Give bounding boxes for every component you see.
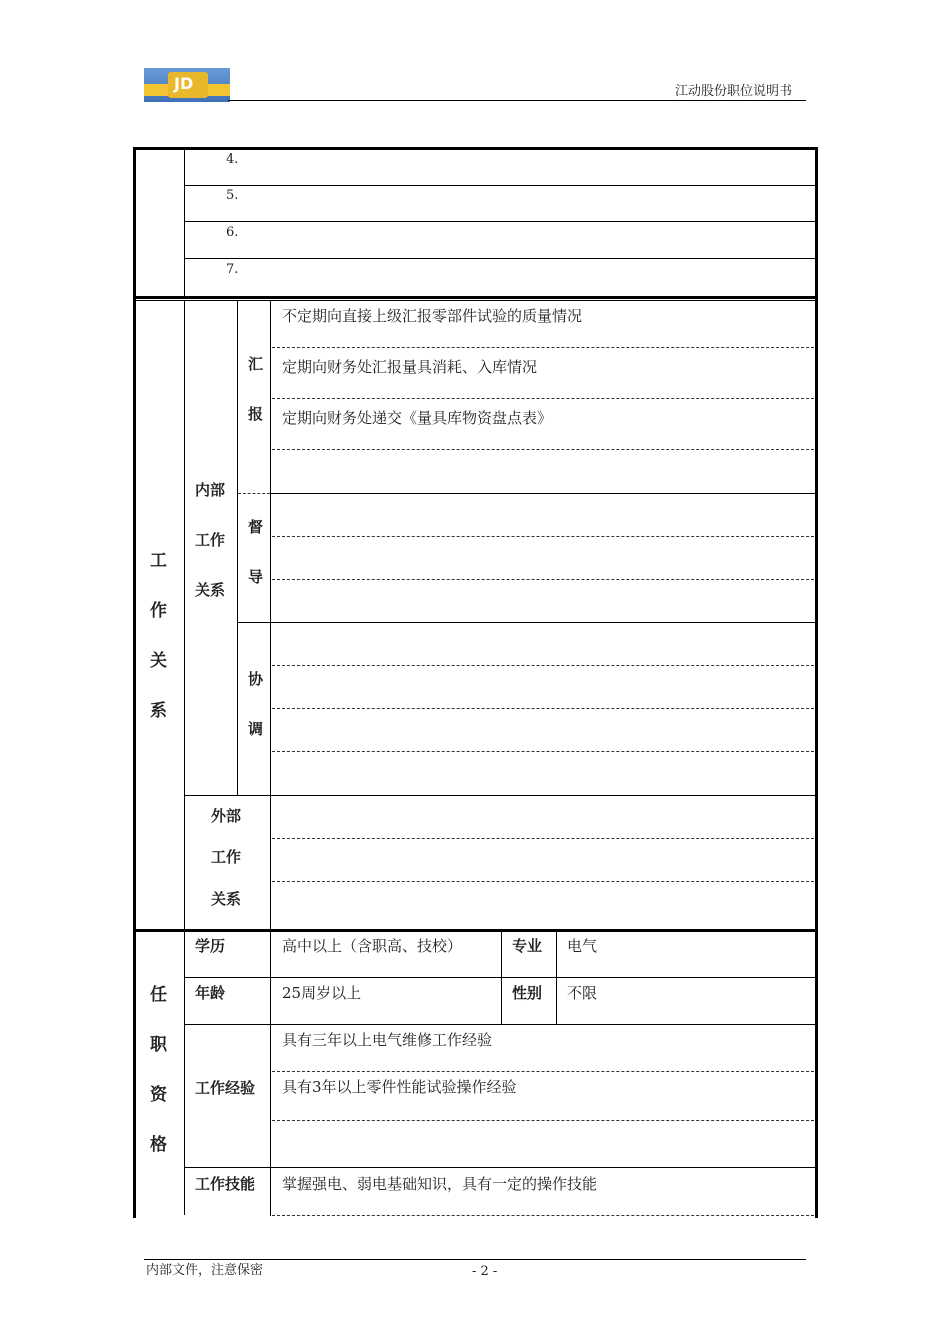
work-relations-label-2: 作 <box>150 601 167 621</box>
coordinate-label-1: 协 <box>248 670 264 688</box>
report-label-1: 汇 <box>248 355 264 373</box>
report-item-1: 不定期向直接上级汇报零部件试验的质量情况 <box>282 307 583 325</box>
work-relations-label-1: 工 <box>150 551 167 571</box>
gender-value: 不限 <box>567 984 598 1002</box>
qualifications-label-3: 资 <box>150 1085 167 1105</box>
qualifications-label-4: 格 <box>150 1135 167 1155</box>
internal-label-2: 工作 <box>195 531 226 549</box>
education-value: 高中以上（含职高、技校） <box>282 937 463 955</box>
skills-value: 掌握强电、弱电基础知识，具有一定的操作技能 <box>282 1175 598 1193</box>
experience-label: 工作经验 <box>195 1079 256 1097</box>
experience-item-2: 具有3年以上零件性能试验操作经验 <box>282 1078 517 1096</box>
age-value: 25周岁以上 <box>282 984 362 1002</box>
qualifications-label-1: 任 <box>150 985 167 1005</box>
skills-label: 工作技能 <box>195 1175 256 1193</box>
internal-label-1: 内部 <box>195 481 226 499</box>
logo-text: JD <box>174 74 194 93</box>
company-logo <box>144 68 230 102</box>
page-number: - 2 - <box>472 1264 498 1279</box>
report-item-2: 定期向财务处汇报量具消耗、入库情况 <box>282 358 538 376</box>
work-relations-label-4: 系 <box>150 701 167 721</box>
experience-item-1: 具有三年以上电气维修工作经验 <box>282 1031 493 1049</box>
work-relations-label-3: 关 <box>150 651 167 671</box>
gender-label: 性别 <box>512 984 543 1002</box>
education-label: 学历 <box>195 937 226 955</box>
header-rule <box>228 100 806 101</box>
age-label: 年龄 <box>195 984 226 1002</box>
external-label-1: 外部 <box>211 807 242 825</box>
duty-row-5: 5. <box>226 188 239 203</box>
duty-row-7: 7. <box>226 262 239 277</box>
major-label: 专业 <box>512 937 543 955</box>
external-label-2: 工作 <box>211 848 242 866</box>
external-label-3: 关系 <box>211 890 242 908</box>
header-title: 江动股份职位说明书 <box>675 84 793 99</box>
major-value: 电气 <box>567 937 598 955</box>
report-label-2: 报 <box>248 405 264 423</box>
report-item-3: 定期向财务处递交《量具库物资盘点表》 <box>282 409 553 427</box>
supervise-label-1: 督 <box>248 518 264 536</box>
duty-row-6: 6. <box>226 225 239 240</box>
footer-rule <box>144 1259 806 1260</box>
internal-label-3: 关系 <box>195 581 226 599</box>
coordinate-label-2: 调 <box>248 720 264 738</box>
footer-notice: 内部文件，注意保密 <box>146 1263 264 1278</box>
duty-row-4: 4. <box>226 152 239 167</box>
qualifications-label-2: 职 <box>150 1035 167 1055</box>
supervise-label-2: 导 <box>248 568 264 586</box>
